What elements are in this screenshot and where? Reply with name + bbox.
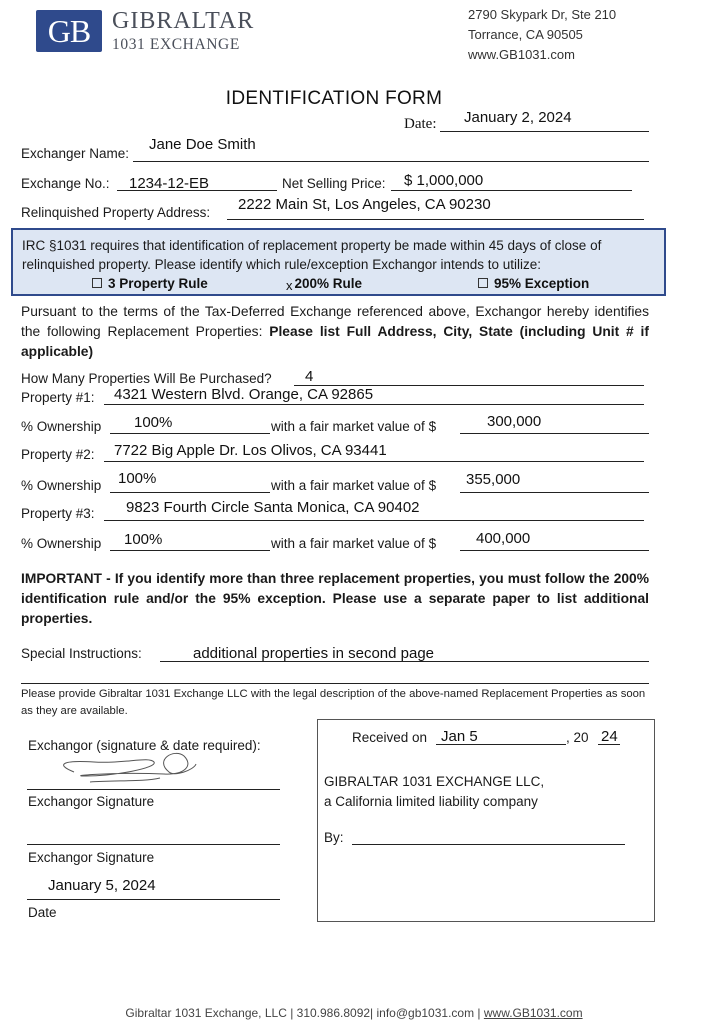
property-2-fmv-label: with a fair market value of $ <box>271 478 437 493</box>
property-2-label: Property #2: <box>21 447 95 462</box>
relinquished-address-field[interactable]: 2222 Main St, Los Angeles, CA 90230 <box>238 196 491 213</box>
special-instructions-field[interactable]: additional properties in second page <box>193 645 435 662</box>
property-3-value-field[interactable]: 400,000 <box>476 530 531 547</box>
property-1-fmv-underline <box>460 433 649 434</box>
received-on-label: Received on <box>352 730 428 745</box>
pursuant-text: Pursuant to the terms of the Tax-Deferred Exchange referenced above, Exchangor hereby identifies the following Replacement Properties: <box>21 304 649 339</box>
checkbox-200-percent-rule[interactable]: x <box>286 278 293 293</box>
property-3-ownership-label: % Ownership <box>21 536 102 551</box>
divider-line <box>21 683 649 684</box>
net-selling-price-field[interactable]: $ 1,000,000 <box>404 172 484 189</box>
relinquished-underline <box>227 219 644 220</box>
property-count-label: How Many Properties Will Be Purchased? <box>21 371 272 386</box>
property-2-underline <box>104 461 644 462</box>
important-notice: IMPORTANT - If you identify more than three replacement properties, you must follow the 200% identification rule and/or the 95% exception. Please use a separate paper to list additional properties. <box>21 571 649 626</box>
property-1-underline <box>104 404 644 405</box>
address-line-1: 2790 Skypark Dr, Ste 210 <box>468 7 617 22</box>
property-3-fmv-label: with a fair market value of $ <box>271 536 437 551</box>
property-3-label: Property #3: <box>21 506 95 521</box>
signature-date-label: Date <box>28 905 57 920</box>
property-2-fmv-underline <box>460 492 649 493</box>
irc-notice-text: IRC §1031 requires that identification of replacement property be made within 45 days of close of relinquished property. Please identify which rule/exception Exchangor intends to utilize: <box>22 238 602 272</box>
property-3-fmv-underline <box>460 550 649 551</box>
relinquished-label: Relinquished Property Address: <box>21 205 211 220</box>
property-1-ownership-underline <box>110 433 270 434</box>
website-text: www.GB1031.com <box>468 47 575 62</box>
company-logo-name: GIBRALTAR <box>112 8 255 34</box>
pursuant-paragraph <box>21 302 649 362</box>
signature-1-label: Exchangor Signature <box>28 794 155 809</box>
option-3-property-rule[interactable] <box>92 276 208 291</box>
property-2-ownership-field[interactable]: 100% <box>118 470 157 487</box>
property-2-address-field[interactable]: 7722 Big Apple Dr. Los Olivos, CA 93441 <box>114 442 387 459</box>
property-count-field[interactable]: 4 <box>305 368 314 385</box>
handwritten-signature <box>34 742 204 788</box>
footer-contact-text: Gibraltar 1031 Exchange, LLC | 310.986.8092| info@gb1031.com | <box>125 1006 484 1020</box>
net-selling-price-underline <box>391 190 632 191</box>
property-3-ownership-field[interactable]: 100% <box>124 531 163 548</box>
option-200-percent-rule[interactable] <box>286 276 362 291</box>
signature-heading: Exchangor (signature & date required): <box>28 738 261 753</box>
property-1-ownership-field[interactable]: 100% <box>134 414 173 431</box>
received-box <box>317 719 655 922</box>
property-2-value-field[interactable]: 355,000 <box>466 471 521 488</box>
property-3-ownership-underline <box>110 550 270 551</box>
by-signature-underline[interactable] <box>352 844 625 845</box>
option-95-percent-exception[interactable] <box>478 276 589 291</box>
signature-1-underline <box>27 789 280 790</box>
signature-2-label: Exchangor Signature <box>28 850 155 865</box>
property-1-fmv-label: with a fair market value of $ <box>271 419 437 434</box>
checkbox-3-property-rule[interactable] <box>92 278 102 288</box>
company-name-line-1: GIBRALTAR 1031 EXCHANGE LLC, <box>324 774 545 789</box>
company-name-line-2: a California limited liability company <box>324 794 538 809</box>
option-200-percent-rule-label: 200% Rule <box>294 276 363 291</box>
checkbox-95-percent-exception[interactable] <box>478 278 488 288</box>
exchanger-name-field[interactable]: Jane Doe Smith <box>149 136 256 153</box>
option-95-percent-exception-label: 95% Exception <box>494 276 590 291</box>
legal-description-note: Please provide Gibraltar 1031 Exchange LLC with the legal description of the above-named Replacement Properties as soon as they are available. <box>21 688 646 717</box>
exchanger-name-underline <box>133 161 649 162</box>
property-2-ownership-label: % Ownership <box>21 478 102 493</box>
by-label: By: <box>324 830 344 845</box>
exchange-no-field[interactable]: 1234-12-EB <box>129 175 210 192</box>
date-field[interactable]: January 2, 2024 <box>464 109 572 126</box>
pursuant-instruction: Please list Full Address, City, State (including Unit # if applicable) <box>21 324 649 359</box>
net-selling-price-label: Net Selling Price: <box>282 176 386 191</box>
form-title: IDENTIFICATION FORM <box>225 88 443 109</box>
company-logo-subtitle: 1031 EXCHANGE <box>112 36 240 53</box>
footer <box>0 1006 708 1020</box>
date-underline <box>440 131 649 132</box>
date-label: Date: <box>404 116 437 132</box>
exchange-no-label: Exchange No.: <box>21 176 110 191</box>
special-instructions-label: Special Instructions: <box>21 646 142 661</box>
property-1-value-field[interactable]: 300,000 <box>487 413 542 430</box>
property-3-address-field[interactable]: 9823 Fourth Circle Santa Monica, CA 90402 <box>126 499 420 516</box>
footer-website-link[interactable]: www.GB1031.com <box>483 1006 583 1020</box>
option-3-property-rule-label: 3 Property Rule <box>108 276 208 291</box>
property-1-label: Property #1: <box>21 390 95 405</box>
address-line-2: Torrance, CA 90505 <box>468 27 583 42</box>
property-2-ownership-underline <box>110 492 270 493</box>
signature-date-field[interactable]: January 5, 2024 <box>48 877 156 894</box>
exchanger-name-label: Exchanger Name: <box>21 146 130 161</box>
property-1-address-field[interactable]: 4321 Western Blvd. Orange, CA 92865 <box>114 386 374 403</box>
signature-date-underline <box>27 899 280 900</box>
signature-2-underline <box>27 844 280 845</box>
property-1-ownership-label: % Ownership <box>21 419 102 434</box>
received-date-field[interactable]: Jan 5 <box>441 728 478 745</box>
received-year-field[interactable]: 24 <box>601 728 618 745</box>
received-year-prefix: , 20 <box>566 730 589 745</box>
property-3-underline <box>104 520 644 521</box>
company-logo-mark: GB <box>36 10 102 52</box>
